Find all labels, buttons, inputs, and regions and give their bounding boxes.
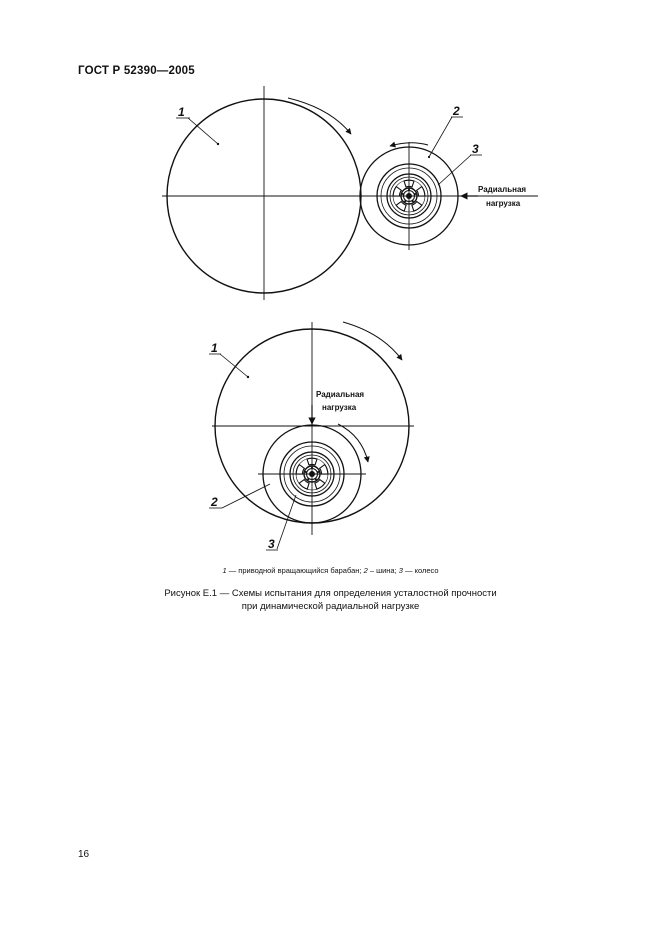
top-leader-wheel-diag <box>438 155 471 185</box>
top-load-label-line2: нагрузка <box>486 199 521 208</box>
figure-caption <box>0 587 661 613</box>
legend-num-3: 3 <box>398 566 403 575</box>
top-label-drum: 1 <box>178 105 185 119</box>
top-label-wheel: 3 <box>472 142 479 156</box>
top-load-label-line1: Радиальная <box>478 185 527 194</box>
document-header: ГОСТ Р 52390—2005 <box>78 65 195 77</box>
legend-num-1: 1 <box>222 566 227 575</box>
legend-text-1: — приводной вращающийся барабан; <box>226 566 364 575</box>
bottom-load-label-line1: Радиальная <box>316 390 365 399</box>
page-number: 16 <box>78 849 90 860</box>
bottom-drum-rotation-arrow <box>343 322 402 360</box>
caption-line-1: Рисунок Е.1 — Схемы испытания для определения усталостной прочности <box>164 588 497 599</box>
caption-line-2: при динамической радиальной нагрузке <box>241 601 420 612</box>
top-scheme <box>162 86 538 300</box>
figure-legend <box>0 566 661 575</box>
bottom-label-tire: 2 <box>211 495 218 509</box>
legend-num-2: 2 <box>363 566 368 575</box>
bottom-tire-rotation-arrow <box>338 424 368 462</box>
bottom-label-wheel: 3 <box>268 537 275 551</box>
bottom-scheme <box>209 322 414 551</box>
top-leader-tire-diag <box>429 117 452 157</box>
legend-text-3: — колесо <box>402 566 439 575</box>
bottom-label-drum: 1 <box>211 341 218 355</box>
bottom-leader-tire-diag <box>222 484 270 508</box>
top-label-tire: 2 <box>453 104 460 118</box>
bottom-leader-wheel-diag <box>277 495 296 549</box>
bottom-load-label-line2: нагрузка <box>322 403 357 412</box>
legend-text-2: – шина; <box>367 566 399 575</box>
